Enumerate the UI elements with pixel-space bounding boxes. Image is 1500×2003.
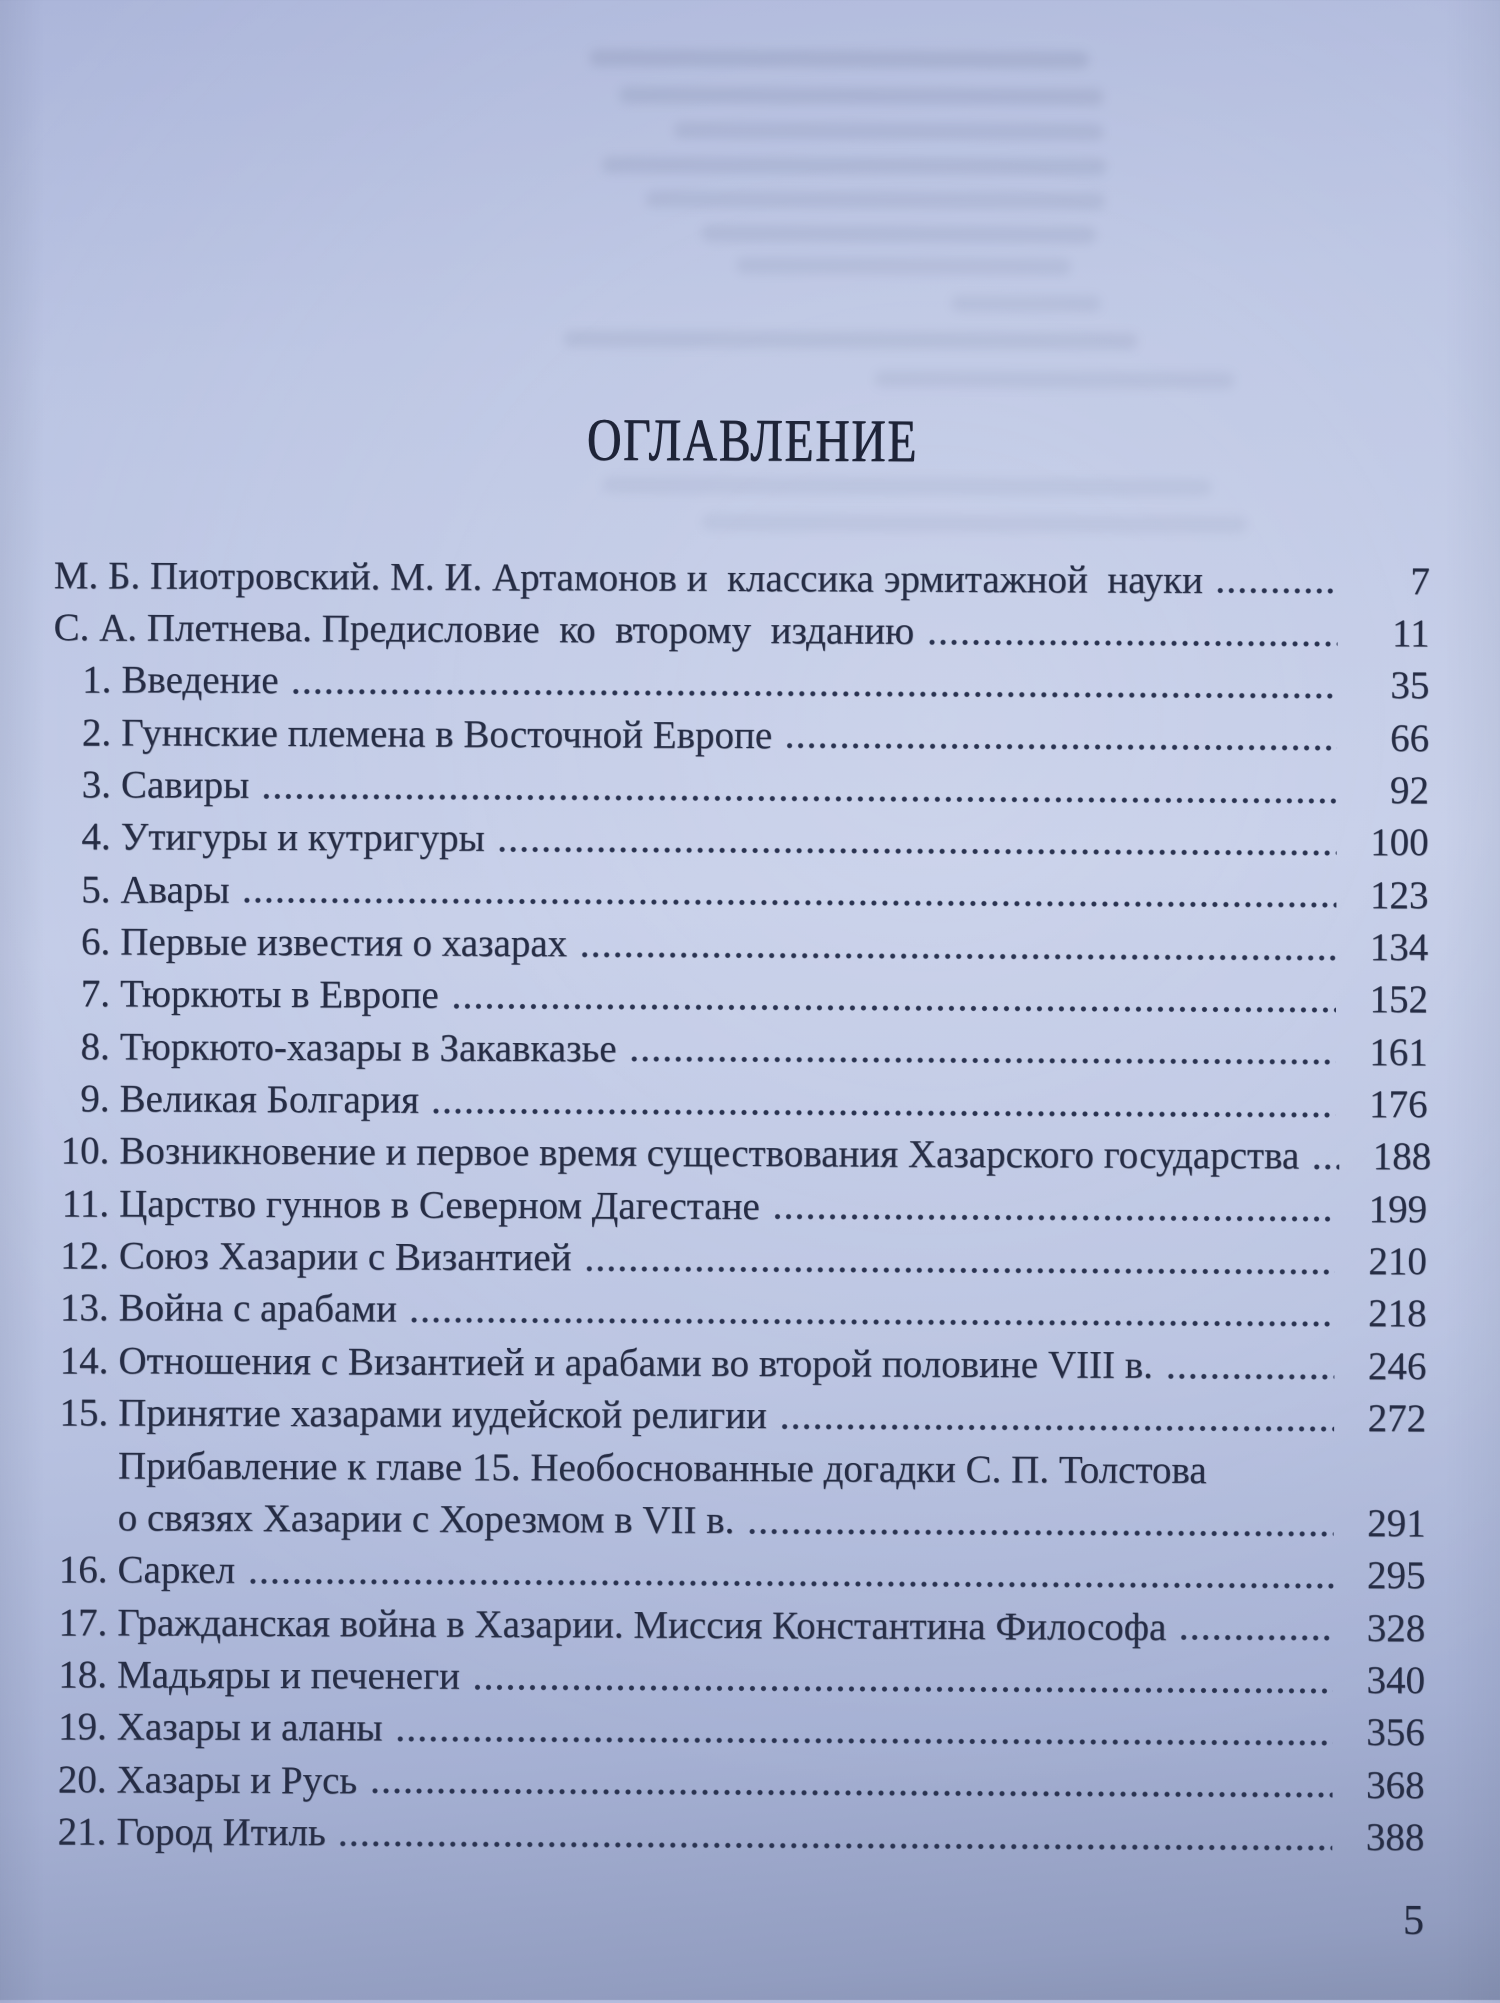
- entry-label: Тюркюты в Европе: [119, 972, 439, 1018]
- entry-page: 246: [1367, 1344, 1427, 1388]
- toc-entry: [47, 1121, 1432, 1179]
- entry-number: 5.: [81, 867, 111, 911]
- entry-label: Савиры: [120, 763, 250, 807]
- entry-number: 4.: [81, 815, 111, 859]
- dot-leader: [772, 1210, 1335, 1227]
- entry-page: 199: [1368, 1187, 1428, 1231]
- dot-leader: [497, 842, 1337, 861]
- dot-leader: [784, 739, 1337, 756]
- entry-number: 17.: [58, 1600, 108, 1644]
- dot-leader: [431, 1103, 1336, 1122]
- toc-entry: [47, 1173, 1427, 1231]
- dot-leader: [583, 1261, 1334, 1279]
- toc-entry: [45, 1644, 1425, 1702]
- toc-entry: [45, 1539, 1425, 1597]
- toc-entry: [47, 1068, 1427, 1126]
- dot-leader: [409, 1313, 1335, 1332]
- dot-leader: [247, 1574, 1333, 1594]
- toc-entry: [45, 1696, 1425, 1754]
- page-title: ОГЛАВЛЕНИЕ: [586, 406, 919, 476]
- entry-page: 176: [1368, 1082, 1428, 1127]
- toc-entry: [44, 1801, 1424, 1859]
- entry-label: Тюркюто-хазары в Закавказье: [119, 1025, 617, 1071]
- entry-label: Союз Хазарии с Византией: [118, 1234, 572, 1280]
- entry-label: Возникновение и первое время существования Хазарского государства: [119, 1129, 1300, 1178]
- bleed-through-line: [645, 191, 1105, 210]
- dot-leader: [472, 1679, 1333, 1698]
- entry-page: 100: [1370, 821, 1429, 865]
- bleed-through-line: [563, 330, 1138, 350]
- entry-page: 368: [1365, 1763, 1425, 1807]
- dot-leader: [1311, 1160, 1339, 1175]
- toc-entry: [47, 1278, 1427, 1336]
- entry-label: Введение: [121, 658, 279, 703]
- entry-label: Гуннские племена в Восточной Европе: [121, 710, 773, 757]
- dot-leader: [241, 893, 1336, 913]
- entry-number: 6.: [80, 920, 111, 964]
- toc-entry: [46, 1330, 1426, 1388]
- dot-leader: [395, 1731, 1333, 1750]
- dot-leader: [926, 634, 1337, 651]
- entry-label: Город Итиль: [116, 1810, 326, 1855]
- entry-page: 11: [1391, 611, 1430, 655]
- entry-label: Хазары и Русь: [116, 1757, 358, 1802]
- entry-label: Первые известия о хазарах: [120, 920, 568, 966]
- entry-number: 9.: [80, 1077, 110, 1121]
- entry-label: Саркел: [117, 1548, 236, 1592]
- toc-entry: [48, 911, 1428, 969]
- bleed-through-line: [602, 156, 1107, 175]
- bleed-through-line: [702, 514, 1247, 533]
- entry-number: 10.: [60, 1129, 110, 1173]
- entry-label: Хазары и аланы: [116, 1705, 383, 1750]
- dot-leader: [338, 1836, 1333, 1855]
- entry-number: 13.: [59, 1286, 109, 1330]
- entry-page: 35: [1390, 664, 1430, 708]
- entry-number: 7.: [80, 972, 111, 1016]
- entry-page: 356: [1366, 1710, 1425, 1755]
- entry-number: 2.: [81, 710, 112, 754]
- entry-page: 388: [1365, 1815, 1425, 1859]
- entry-label: Принятие хазарами иудейской религии: [118, 1391, 767, 1438]
- entry-label: Гражданская война в Хазарии. Миссия Константина Философа: [117, 1600, 1167, 1649]
- toc-entry: [48, 964, 1428, 1022]
- entry-number: 11.: [61, 1181, 110, 1226]
- entry-page: 295: [1366, 1553, 1426, 1598]
- entry-number: 21.: [57, 1809, 107, 1854]
- entry-page: 152: [1369, 978, 1429, 1022]
- entry-page: 210: [1368, 1239, 1427, 1284]
- toc-entry: [46, 1382, 1426, 1440]
- entry-label: Война с арабами: [118, 1286, 397, 1331]
- toc-entry: [50, 545, 1430, 603]
- bleed-through-line: [875, 371, 1235, 390]
- entry-page: 7: [1410, 559, 1430, 603]
- bleed-through-line: [951, 295, 1101, 313]
- entry-page: 218: [1368, 1292, 1427, 1336]
- toc-entry: [49, 754, 1429, 812]
- entry-number: 20.: [57, 1757, 107, 1801]
- entry-label: Утигуры и кутригуры: [120, 815, 485, 861]
- entry-page: 92: [1389, 768, 1430, 813]
- entry-label: о связях Хазарии с Хорезмом в VII в.: [117, 1496, 735, 1542]
- bleed-through-line: [589, 49, 1089, 68]
- entry-label: Великая Болгария: [119, 1077, 420, 1122]
- entry-page: 328: [1366, 1606, 1426, 1650]
- dot-leader: [261, 789, 1337, 809]
- toc-entry: [47, 1225, 1427, 1283]
- dot-leader: [629, 1052, 1336, 1070]
- table-of-contents: [44, 545, 1430, 1860]
- entry-label: С. А. Плетнева. Предисловие ко второму изданию: [53, 605, 915, 653]
- dot-leader: [746, 1524, 1333, 1542]
- toc-entry: [46, 1487, 1426, 1545]
- dot-leader: [579, 947, 1336, 965]
- entry-number: 15.: [59, 1391, 109, 1435]
- entry-page: 340: [1366, 1658, 1426, 1702]
- entry-number: 19.: [57, 1705, 107, 1749]
- entry-page: 272: [1367, 1396, 1427, 1441]
- entry-page: 188: [1372, 1135, 1432, 1179]
- entry-number: 12.: [60, 1234, 109, 1278]
- bleed-through-line: [736, 257, 1071, 275]
- entry-page: 66: [1390, 716, 1430, 760]
- toc-entry: [50, 597, 1430, 655]
- entry-label: Мадьяры и печенеги: [116, 1653, 460, 1698]
- bleed-through-line: [602, 476, 1212, 496]
- entry-number: 8.: [80, 1024, 110, 1068]
- toc-entry: [45, 1592, 1425, 1650]
- entry-number: 18.: [58, 1652, 108, 1697]
- entry-page: 123: [1369, 873, 1429, 917]
- toc-entry: [49, 650, 1429, 708]
- entry-page: 161: [1369, 1030, 1428, 1074]
- toc-entry: [46, 1435, 1426, 1493]
- toc-entry: [48, 1016, 1428, 1074]
- dot-leader: [369, 1784, 1332, 1803]
- dot-leader: [1165, 1368, 1335, 1384]
- bleed-through-line: [619, 86, 1104, 105]
- entry-page: 134: [1369, 925, 1429, 970]
- dot-leader: [451, 999, 1336, 1018]
- entry-number: 1.: [82, 658, 112, 702]
- entry-label: М. Б. Пиотровский. М. И. Артамонов и классика эрмитажной науки: [53, 553, 1204, 602]
- bleed-through-line: [674, 122, 1104, 141]
- entry-number: 3.: [81, 763, 112, 807]
- entry-label: Авары: [120, 867, 230, 912]
- dot-leader: [1178, 1630, 1333, 1646]
- entry-label: Отношения с Византией и арабами во второй половине VIII в.: [118, 1339, 1154, 1387]
- toc-entry: [49, 702, 1429, 760]
- entry-page: 291: [1367, 1501, 1426, 1545]
- folio-page-number: 5: [1402, 1897, 1425, 1944]
- dot-leader: [779, 1419, 1334, 1436]
- toc-entry: [48, 859, 1428, 917]
- entry-number: 14.: [59, 1338, 109, 1383]
- entry-label: Царство гуннов в Северном Дагестане: [119, 1182, 760, 1228]
- toc-entry: [49, 807, 1429, 865]
- entry-label: Прибавление к главе 15. Необоснованные догадки С. П. Толстова: [117, 1443, 1207, 1492]
- dot-leader: [1215, 583, 1338, 599]
- bleed-through-line: [701, 225, 1096, 244]
- toc-entry: [44, 1749, 1424, 1807]
- entry-number: 16.: [58, 1548, 108, 1592]
- dot-leader: [291, 684, 1338, 704]
